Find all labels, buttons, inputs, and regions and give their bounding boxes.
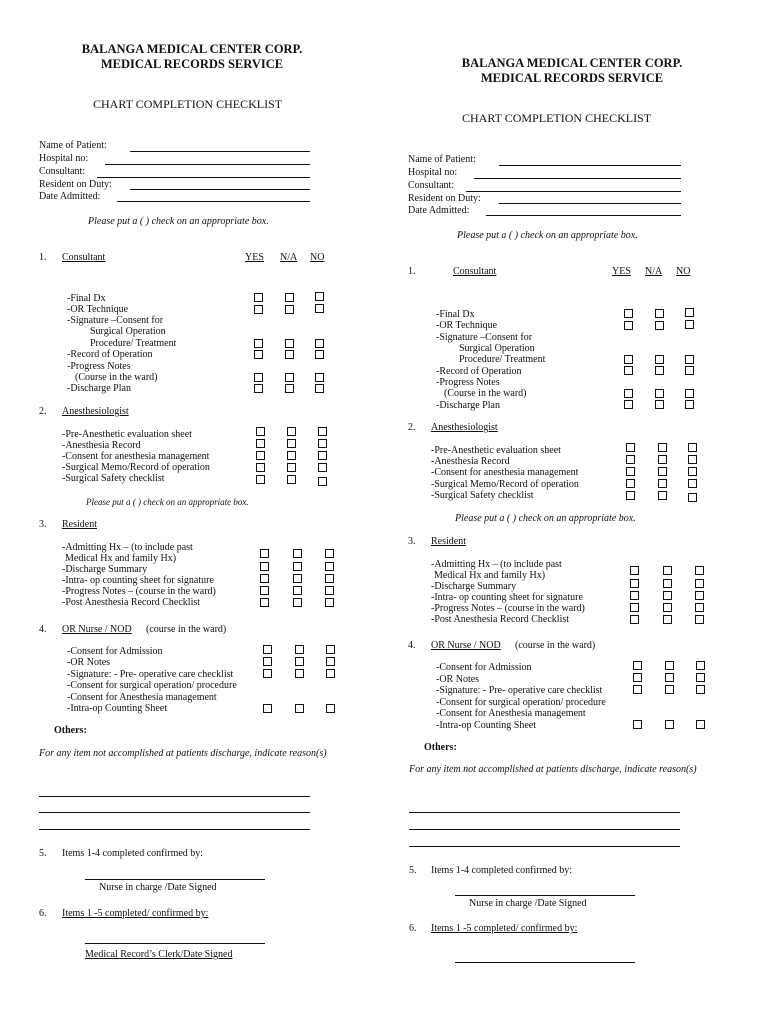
item-label: Procedure/ Treatment xyxy=(90,338,177,349)
section-number: 4. xyxy=(408,640,416,651)
signature-caption: Nurse in charge /Date Signed xyxy=(469,898,587,909)
checkbox-no[interactable] xyxy=(315,350,324,359)
section-number: 1. xyxy=(408,266,416,277)
reason-line[interactable] xyxy=(409,812,680,813)
checkbox-yes[interactable] xyxy=(254,339,263,348)
checkbox-no[interactable] xyxy=(695,615,704,624)
checkbox-na[interactable] xyxy=(658,479,667,488)
item-label: (Course in the ward) xyxy=(75,372,158,383)
item-label: -Progress Notes – (course in the ward) xyxy=(62,586,216,597)
checkbox-no[interactable] xyxy=(315,304,324,313)
field-line[interactable] xyxy=(466,191,681,192)
org-name: BALANGA MEDICAL CENTER CORP. xyxy=(81,42,303,56)
column-no: NO xyxy=(310,252,325,263)
reason-line[interactable] xyxy=(39,796,310,797)
section-number: 1. xyxy=(39,252,47,263)
instruction-text: Please put a ( ) check on an appropriate box. xyxy=(455,513,636,524)
signature-caption: Nurse in charge /Date Signed xyxy=(99,882,217,893)
checkbox-na[interactable] xyxy=(665,661,674,670)
item-label: -Discharge Summary xyxy=(431,581,517,592)
section-number: 6. xyxy=(409,923,417,934)
checkbox-yes[interactable] xyxy=(630,591,639,600)
checkbox-na[interactable] xyxy=(665,673,674,682)
section-number: 3. xyxy=(39,519,47,530)
section-title-consultant: Consultant xyxy=(62,252,106,263)
checkbox-no[interactable] xyxy=(326,704,335,713)
column-no: NO xyxy=(676,266,691,277)
instruction-text: Please put a ( ) check on an appropriate box. xyxy=(457,230,638,241)
checkbox-yes[interactable] xyxy=(254,384,263,393)
checkbox-na[interactable] xyxy=(293,549,302,558)
checkbox-yes[interactable] xyxy=(633,661,642,670)
section-suffix: (course in the ward) xyxy=(515,640,596,651)
section-number: 5. xyxy=(409,865,417,876)
item-label: -Pre-Anesthetic evaluation sheet xyxy=(431,445,561,456)
checkbox-no[interactable] xyxy=(688,467,697,476)
checkbox-no[interactable] xyxy=(696,720,705,729)
checkbox-yes[interactable] xyxy=(630,603,639,612)
item-label: -Admitting Hx – (to include past xyxy=(62,542,193,553)
checkbox-yes[interactable] xyxy=(626,491,635,500)
checkbox-no[interactable] xyxy=(685,366,694,375)
checkbox-yes[interactable] xyxy=(630,566,639,575)
checkbox-yes[interactable] xyxy=(256,427,265,436)
checkbox-no[interactable] xyxy=(318,463,327,472)
signature-line[interactable] xyxy=(85,879,265,880)
confirm-text: Items 1 -5 completed/ confirmed by: xyxy=(431,923,578,934)
section-title-consultant: Consultant xyxy=(453,266,497,277)
checkbox-yes[interactable] xyxy=(260,598,269,607)
section-title-resident: Resident xyxy=(62,519,97,530)
field-line[interactable] xyxy=(105,164,310,165)
item-label: -OR Technique xyxy=(67,304,129,315)
checklist-copy-right xyxy=(368,0,768,1024)
field-line[interactable] xyxy=(499,165,681,166)
field-label: Resident on Duty: xyxy=(408,193,481,204)
checkbox-na[interactable] xyxy=(285,373,294,382)
item-label: (Course in the ward) xyxy=(444,388,527,399)
section-title-anesthesiologist: Anesthesiologist xyxy=(62,406,129,417)
field-label: Resident on Duty: xyxy=(39,179,112,190)
field-label: Consultant: xyxy=(39,166,86,177)
item-label: -Anesthesia Record xyxy=(431,456,510,467)
field-line[interactable] xyxy=(117,201,310,202)
checkbox-yes[interactable] xyxy=(263,669,272,678)
column-yes: YES xyxy=(612,266,631,277)
confirm-text: Items 1-4 completed confirmed by: xyxy=(431,865,573,876)
checkbox-yes[interactable] xyxy=(260,549,269,558)
section-number: 2. xyxy=(408,422,416,433)
checkbox-yes[interactable] xyxy=(626,467,635,476)
item-label: -Discharge Plan xyxy=(436,400,500,411)
checkbox-no[interactable] xyxy=(318,439,327,448)
section-number: 5. xyxy=(39,848,47,859)
item-label: -Intra-op Counting Sheet xyxy=(436,720,536,731)
others-text: For any item not accomplished at patients discharge, indicate reason(s) xyxy=(409,764,697,775)
others-label: Others: xyxy=(54,725,87,736)
dept-name: MEDICAL RECORDS SERVICE xyxy=(480,71,664,85)
checkbox-na[interactable] xyxy=(287,463,296,472)
checkbox-na[interactable] xyxy=(293,586,302,595)
form-title: CHART COMPLETION CHECKLIST xyxy=(93,97,283,111)
checkbox-na[interactable] xyxy=(663,566,672,575)
checkbox-yes[interactable] xyxy=(256,463,265,472)
others-label: Others: xyxy=(424,742,457,753)
checkbox-yes[interactable] xyxy=(260,562,269,571)
checkbox-na[interactable] xyxy=(663,591,672,600)
checkbox-no[interactable] xyxy=(325,598,334,607)
checkbox-yes[interactable] xyxy=(630,579,639,588)
checkbox-na[interactable] xyxy=(655,366,664,375)
checkbox-yes[interactable] xyxy=(263,645,272,654)
checkbox-na[interactable] xyxy=(287,439,296,448)
checkbox-na[interactable] xyxy=(293,598,302,607)
checkbox-no[interactable] xyxy=(315,373,324,382)
checkbox-na[interactable] xyxy=(663,615,672,624)
field-label: Date Admitted: xyxy=(408,205,470,216)
checkbox-yes[interactable] xyxy=(624,309,633,318)
item-label: -Discharge Plan xyxy=(67,383,131,394)
form-title: CHART COMPLETION CHECKLIST xyxy=(462,111,652,125)
field-label: Name of Patient: xyxy=(39,140,107,151)
signature-line[interactable] xyxy=(455,962,635,963)
signature-caption: Medical Record’s Clerk/Date Signed xyxy=(85,949,233,960)
item-label: -Admitting Hx – (to include past xyxy=(431,559,562,570)
item-label: -Consent for anesthesia management xyxy=(431,467,579,478)
field-line[interactable] xyxy=(130,151,310,152)
item-label: -Record of Operation xyxy=(67,349,153,360)
field-label: Consultant: xyxy=(408,180,455,191)
checkbox-no[interactable] xyxy=(688,443,697,452)
checkbox-na[interactable] xyxy=(285,339,294,348)
checkbox-no[interactable] xyxy=(315,384,324,393)
checkbox-na[interactable] xyxy=(655,400,664,409)
field-line[interactable] xyxy=(130,189,310,190)
checkbox-na[interactable] xyxy=(655,321,664,330)
checkbox-na[interactable] xyxy=(655,309,664,318)
checkbox-yes[interactable] xyxy=(254,305,263,314)
checkbox-na[interactable] xyxy=(287,475,296,484)
instruction-text: Please put a ( ) check on an appropriate box. xyxy=(88,216,269,227)
checkbox-no[interactable] xyxy=(325,586,334,595)
checkbox-na[interactable] xyxy=(658,491,667,500)
item-label: Surgical Operation xyxy=(459,343,535,354)
field-label: Hospital no: xyxy=(39,153,89,164)
item-label: -Record of Operation xyxy=(436,366,522,377)
checkbox-yes[interactable] xyxy=(254,350,263,359)
checkbox-na[interactable] xyxy=(287,427,296,436)
item-label: -Final Dx xyxy=(67,293,106,304)
item-label: -Progress Notes – (course in the ward) xyxy=(431,603,585,614)
signature-line[interactable] xyxy=(455,895,635,896)
item-label: -Consent for Anesthesia management xyxy=(436,708,586,719)
column-yes: YES xyxy=(245,252,264,263)
org-name: BALANGA MEDICAL CENTER CORP. xyxy=(461,56,683,70)
checkbox-na[interactable] xyxy=(663,579,672,588)
checkbox-no[interactable] xyxy=(695,591,704,600)
item-label: -OR Notes xyxy=(436,674,480,685)
item-label: -Progress Notes xyxy=(67,361,131,372)
checkbox-na[interactable] xyxy=(285,293,294,302)
checkbox-no[interactable] xyxy=(325,574,334,583)
item-label: -Consent for surgical operation/ procedure xyxy=(436,697,606,708)
checkbox-yes[interactable] xyxy=(624,400,633,409)
field-label: Name of Patient: xyxy=(408,154,476,165)
checkbox-no[interactable] xyxy=(326,645,335,654)
item-label: -Intra- op counting sheet for signature xyxy=(431,592,583,603)
checkbox-na[interactable] xyxy=(293,562,302,571)
section-title-or-nurse: OR Nurse / NOD xyxy=(431,640,501,651)
checkbox-no[interactable] xyxy=(326,669,335,678)
item-label: -OR Technique xyxy=(436,320,498,331)
checkbox-yes[interactable] xyxy=(626,479,635,488)
checkbox-no[interactable] xyxy=(688,493,697,502)
checkbox-na[interactable] xyxy=(295,657,304,666)
item-label: -Signature –Consent for xyxy=(436,332,533,343)
checkbox-no[interactable] xyxy=(685,355,694,364)
checkbox-yes[interactable] xyxy=(624,389,633,398)
item-label: -Consent for anesthesia management xyxy=(62,451,210,462)
checkbox-no[interactable] xyxy=(315,339,324,348)
checkbox-yes[interactable] xyxy=(263,704,272,713)
checkbox-yes[interactable] xyxy=(256,439,265,448)
others-text: For any item not accomplished at patients discharge, indicate reason(s) xyxy=(39,748,327,759)
checkbox-no[interactable] xyxy=(695,603,704,612)
item-label: -Consent for surgical operation/ procedure xyxy=(67,680,237,691)
reason-line[interactable] xyxy=(409,846,680,847)
checkbox-na[interactable] xyxy=(295,645,304,654)
checkbox-no[interactable] xyxy=(315,292,324,301)
confirm-text: Items 1-4 completed confirmed by: xyxy=(62,848,204,859)
checkbox-yes[interactable] xyxy=(633,720,642,729)
item-label: -Progress Notes xyxy=(436,377,500,388)
item-label: -Pre-Anesthetic evaluation sheet xyxy=(62,429,192,440)
checkbox-na[interactable] xyxy=(658,455,667,464)
checkbox-no[interactable] xyxy=(685,389,694,398)
checkbox-yes[interactable] xyxy=(256,475,265,484)
item-label: Surgical Operation xyxy=(90,326,166,337)
checkbox-yes[interactable] xyxy=(254,373,263,382)
field-line[interactable] xyxy=(97,177,310,178)
checkbox-no[interactable] xyxy=(325,549,334,558)
checkbox-no[interactable] xyxy=(318,451,327,460)
checkbox-yes[interactable] xyxy=(626,455,635,464)
item-label: -Surgical Safety checklist xyxy=(62,473,165,484)
checkbox-no[interactable] xyxy=(696,685,705,694)
field-line[interactable] xyxy=(499,203,681,204)
section-number: 2. xyxy=(39,406,47,417)
item-label: -Consent for Admission xyxy=(436,662,532,673)
checkbox-no[interactable] xyxy=(688,479,697,488)
item-label: -Post Anesthesia Record Checklist xyxy=(62,597,201,608)
checkbox-no[interactable] xyxy=(325,562,334,571)
item-label: -Surgical Memo/Record of operation xyxy=(62,462,210,473)
section-title-anesthesiologist: Anesthesiologist xyxy=(431,422,498,433)
checkbox-no[interactable] xyxy=(695,579,704,588)
item-label: -Surgical Memo/Record of operation xyxy=(431,479,579,490)
section-title-resident: Resident xyxy=(431,536,466,547)
item-label: -OR Notes xyxy=(67,657,111,668)
section-suffix: (course in the ward) xyxy=(146,624,227,635)
checkbox-yes[interactable] xyxy=(260,574,269,583)
checkbox-yes[interactable] xyxy=(254,293,263,302)
checkbox-yes[interactable] xyxy=(260,586,269,595)
checkbox-no[interactable] xyxy=(696,673,705,682)
item-label: Medical Hx and family Hx) xyxy=(434,570,546,581)
checkbox-na[interactable] xyxy=(285,305,294,314)
field-label: Hospital no: xyxy=(408,167,458,178)
checkbox-na[interactable] xyxy=(295,669,304,678)
checkbox-no[interactable] xyxy=(688,455,697,464)
checkbox-na[interactable] xyxy=(655,389,664,398)
checkbox-no[interactable] xyxy=(685,308,694,317)
item-label: -Consent for Admission xyxy=(67,646,163,657)
item-label: -Signature: - Pre- operative care checklist xyxy=(67,669,234,680)
item-label: -Signature –Consent for xyxy=(67,315,164,326)
section-number: 4. xyxy=(39,624,47,635)
checkbox-yes[interactable] xyxy=(633,685,642,694)
checkbox-na[interactable] xyxy=(655,355,664,364)
reason-line[interactable] xyxy=(409,829,680,830)
column-na: N/A xyxy=(280,252,298,263)
section-number: 3. xyxy=(408,536,416,547)
item-label: -Signature: - Pre- operative care checklist xyxy=(436,685,603,696)
checkbox-yes[interactable] xyxy=(626,443,635,452)
checkbox-yes[interactable] xyxy=(256,451,265,460)
checkbox-na[interactable] xyxy=(293,574,302,583)
instruction-text: Please put a ( ) check on an appropriate box. xyxy=(86,497,249,507)
checkbox-na[interactable] xyxy=(658,443,667,452)
column-na: N/A xyxy=(645,266,663,277)
checkbox-no[interactable] xyxy=(318,427,327,436)
checkbox-na[interactable] xyxy=(665,720,674,729)
checkbox-na[interactable] xyxy=(287,451,296,460)
item-label: -Final Dx xyxy=(436,309,475,320)
item-label: -Post Anesthesia Record Checklist xyxy=(431,614,570,625)
checkbox-yes[interactable] xyxy=(633,673,642,682)
checkbox-na[interactable] xyxy=(658,467,667,476)
checkbox-no[interactable] xyxy=(326,657,335,666)
checkbox-no[interactable] xyxy=(318,477,327,486)
checkbox-yes[interactable] xyxy=(624,366,633,375)
item-label: -Intra-op Counting Sheet xyxy=(67,703,167,714)
section-number: 6. xyxy=(39,908,47,919)
reason-line[interactable] xyxy=(39,812,310,813)
checkbox-na[interactable] xyxy=(285,350,294,359)
checkbox-no[interactable] xyxy=(685,320,694,329)
checkbox-yes[interactable] xyxy=(630,615,639,624)
item-label: Procedure/ Treatment xyxy=(459,354,546,365)
checkbox-na[interactable] xyxy=(663,603,672,612)
item-label: -Surgical Safety checklist xyxy=(431,490,534,501)
checkbox-na[interactable] xyxy=(295,704,304,713)
item-label: -Discharge Summary xyxy=(62,564,148,575)
checkbox-no[interactable] xyxy=(685,400,694,409)
checkbox-no[interactable] xyxy=(695,566,704,575)
checkbox-yes[interactable] xyxy=(624,321,633,330)
dept-name: MEDICAL RECORDS SERVICE xyxy=(100,57,284,71)
item-label: Medical Hx and family Hx) xyxy=(65,553,177,564)
item-label: -Consent for Anesthesia management xyxy=(67,692,217,703)
signature-line[interactable] xyxy=(85,943,265,944)
field-line[interactable] xyxy=(486,215,681,216)
checkbox-na[interactable] xyxy=(285,384,294,393)
field-label: Date Admitted: xyxy=(39,191,101,202)
checkbox-no[interactable] xyxy=(696,661,705,670)
checkbox-yes[interactable] xyxy=(624,355,633,364)
section-title-or-nurse: OR Nurse / NOD xyxy=(62,624,132,635)
item-label: -Intra- op counting sheet for signature xyxy=(62,575,214,586)
confirm-text: Items 1 -5 completed/ confirmed by: xyxy=(62,908,209,919)
reason-line[interactable] xyxy=(39,829,310,830)
field-line[interactable] xyxy=(474,178,681,179)
checkbox-yes[interactable] xyxy=(263,657,272,666)
checkbox-na[interactable] xyxy=(665,685,674,694)
item-label: -Anesthesia Record xyxy=(62,440,141,451)
